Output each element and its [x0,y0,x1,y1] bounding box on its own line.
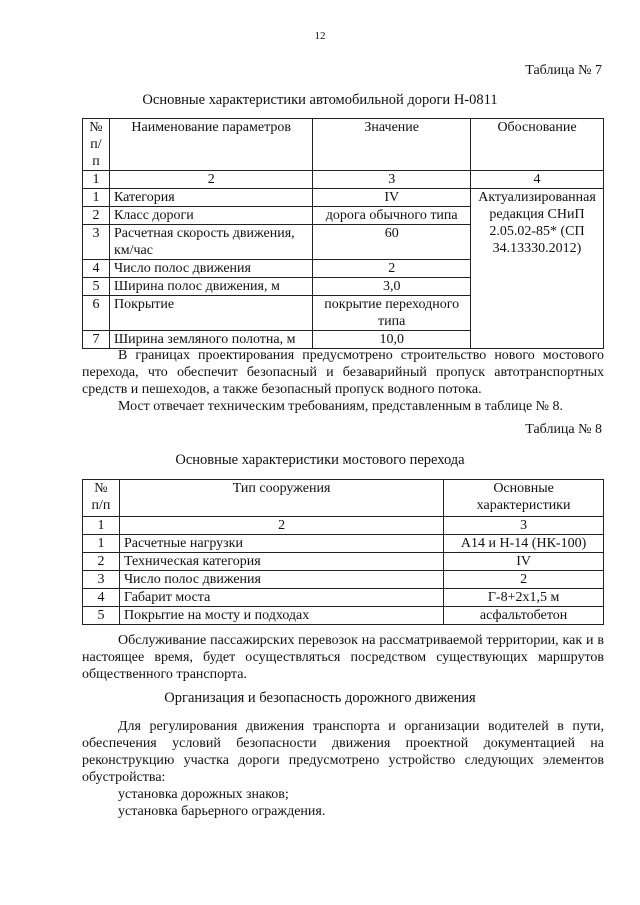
row-value: 2 [313,260,471,278]
table7-title: Основные характеристики автомобильной дороги Н-0811 [142,92,498,108]
paragraph-traffic-safety: Для регулирования движения транспорта и организации водителей в пути, обеспечения условий безопасности движения проектной документацией на реконструкцию участка дороги предусмотрено устройство следующих элементов обустройства: [82,719,604,785]
row-name: Число полос движения [119,571,443,589]
row-num: 1 [83,189,110,207]
row-name: Расчетные нагрузки [119,535,443,553]
t7-index-cell: 3 [313,171,471,189]
t8-header-type: Тип сооружения [119,480,443,517]
row-num: 5 [83,607,120,625]
row-name: Покрытие [109,296,312,331]
table-row [83,607,604,625]
row-value: IV [313,189,471,207]
row-value: А14 и Н-14 (НК-100) [444,535,604,553]
table8 [82,479,604,625]
t7-header-num: № п/п [83,119,110,171]
row-value: покрытие переходного типа [313,296,471,331]
table7 [82,118,604,349]
row-name: Ширина полос движения, м [109,278,312,296]
row-value: асфальтобетон [444,607,604,625]
section-title: Организация и безопасность дорожного движения [164,690,476,706]
t8-header-characteristics: Основные характеристики [444,480,604,517]
table-row [83,571,604,589]
t8-index-cell: 1 [83,517,120,535]
row-num: 3 [83,225,110,260]
row-value: IV [444,553,604,571]
t7-header-name: Наименование параметров [109,119,312,171]
t7-index-cell: 2 [109,171,312,189]
row-num: 6 [83,296,110,331]
row-num: 1 [83,535,120,553]
row-value: 3,0 [313,278,471,296]
table7-label: Таблица № 7 [525,63,602,78]
table-row [83,553,604,571]
row-num: 2 [83,207,110,225]
row-value: 60 [313,225,471,260]
page-number: 12 [314,30,326,42]
paragraph-bridge: В границах проектирования предусмотрено строительство нового мостового перехода, что обеспечит безопасный и безаварийный пропуск автотранспортных средств и пешеходов, а также безопасный пропуск водного потока. [82,348,604,397]
row-name: Габарит моста [119,589,443,607]
t7-index-cell: 4 [471,171,604,189]
row-name: Покрытие на мосту и подходах [119,607,443,625]
row-num: 4 [83,260,110,278]
t7-header-basis: Обоснование [471,119,604,171]
table-row [83,589,604,607]
row-name: Техническая категория [119,553,443,571]
row-value: Г-8+2х1,5 м [444,589,604,607]
paragraph-bridge-requirements: Мост отвечает техническим требованиям, представленным в таблице № 8. [118,399,564,414]
t7-header-value: Значение [313,119,471,171]
row-value: дорога обычного типа [313,207,471,225]
list-item: установка барьерного ограждения. [118,804,326,819]
row-name: Ширина земляного полотна, м [109,331,312,349]
paragraph-public-transport: Обслуживание пассажирских перевозок на рассматриваемой территории, как и в настоящее время, будет осуществляться посредством существующих маршрутов общественного транспорта. [82,633,604,682]
table8-label: Таблица № 8 [525,422,602,437]
row-name: Число полос движения [109,260,312,278]
table8-title: Основные характеристики мостового перехода [175,452,465,468]
row-num: 3 [83,571,120,589]
table-row [83,535,604,553]
t8-header-num: № п/п [83,480,120,517]
row-num: 5 [83,278,110,296]
row-name: Класс дороги [109,207,312,225]
t8-index-cell: 2 [119,517,443,535]
row-name: Категория [109,189,312,207]
row-value: 10,0 [313,331,471,349]
row-num: 4 [83,589,120,607]
t7-basis-cell: Актуализированная редакция СНиП 2.05.02-85* (СП 34.13330.2012) [471,189,604,349]
t7-index-cell: 1 [83,171,110,189]
row-value: 2 [444,571,604,589]
t8-index-cell: 3 [444,517,604,535]
row-num: 2 [83,553,120,571]
list-item: установка дорожных знаков; [118,787,289,802]
table-row [83,189,604,207]
row-num: 7 [83,331,110,349]
row-name: Расчетная скорость движения, км/час [109,225,312,260]
